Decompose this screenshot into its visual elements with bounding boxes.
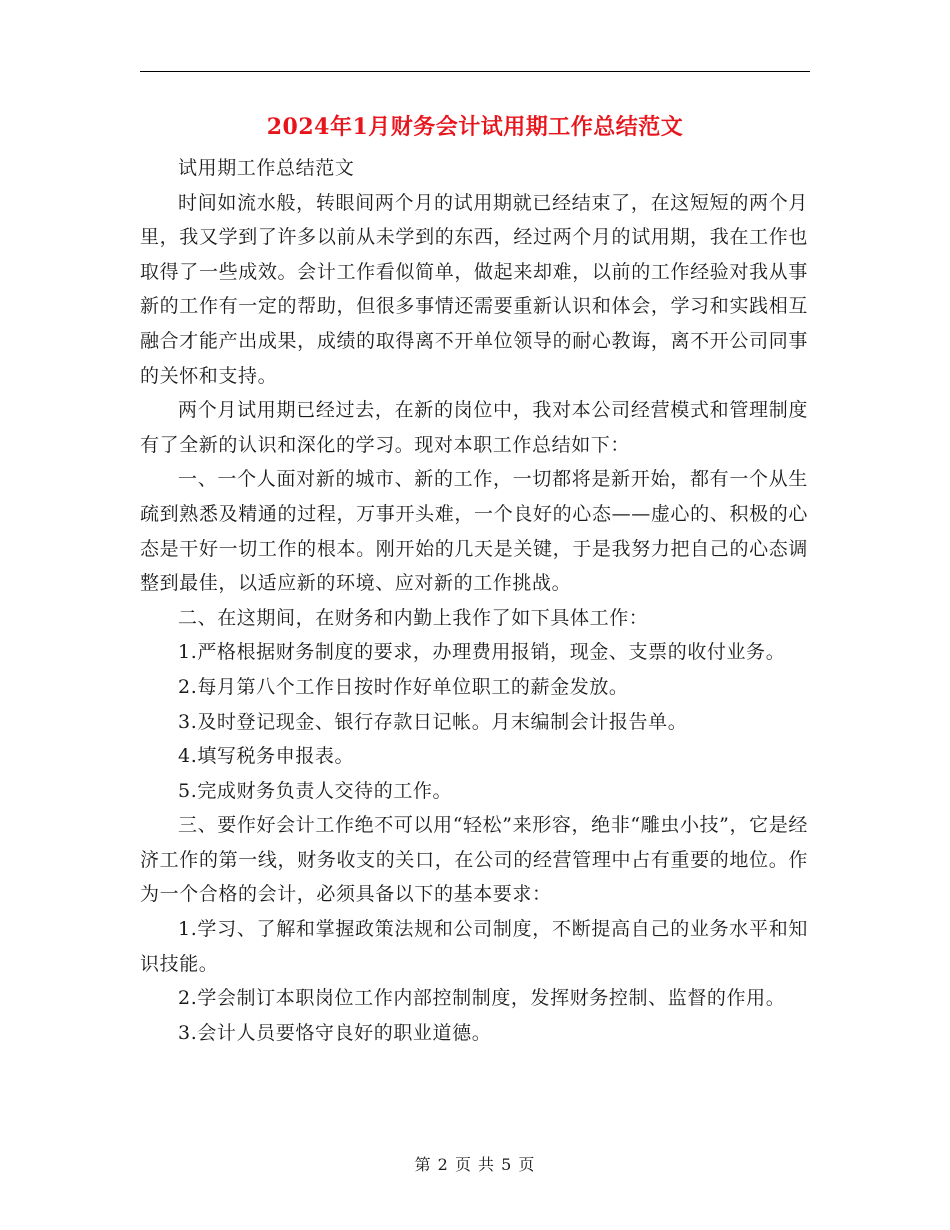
body-paragraph: 2.学会制订本职岗位工作内部控制制度，发挥财务控制、监督的作用。	[178, 987, 786, 1010]
body-paragraph: 3.及时登记现金、银行存款日记帐。月末编制会计报告单。	[178, 710, 688, 733]
body-paragraph: 一、一个人面对新的城市、新的工作，一切都将是新开始，都有一个从生疏到熟悉及精通的过程，万事开头难，一个良好的心态——虚心的、积极的心态是干好一切工作的根本。刚开始的几天是关键，于是我努力把自己的心态调整到最佳，以适应新的环境、应对新的工作挑战。	[140, 468, 808, 595]
body-paragraph: 2.每月第八个工作日按时作好单位职工的薪金发放。	[178, 675, 629, 698]
body-paragraph: 3.会计人员要恪守良好的职业道德。	[178, 1021, 492, 1044]
body-paragraph: 1.严格根据财务制度的要求，办理费用报销，现金、支票的收付业务。	[178, 641, 786, 664]
document-body	[140, 151, 808, 1050]
body-paragraph: 两个月试用期已经过去，在新的岗位中，我对本公司经营模式和管理制度有了全新的认识和深化的学习。现对本职工作总结如下：	[140, 399, 808, 456]
page-number-footer: 第 2 页 共 5 页	[414, 1155, 536, 1174]
body-paragraph: 试用期工作总结范文	[178, 157, 355, 179]
header-rule	[140, 71, 810, 72]
document-title: 2024年1月财务会计试用期工作总结范文	[266, 114, 684, 140]
body-paragraph: 5.完成财务负责人交待的工作。	[178, 779, 453, 802]
body-paragraph: 1.学习、了解和掌握政策法规和公司制度，不断提高自己的业务水平和知识技能。	[140, 918, 808, 975]
body-paragraph: 二、在这期间，在财务和内勤上我作了如下具体工作：	[178, 606, 649, 629]
body-paragraph: 4.填写税务申报表。	[178, 745, 355, 768]
body-paragraph: 时间如流水般，转眼间两个月的试用期就已经结束了，在这短短的两个月里，我又学到了许多以前从未学到的东西，经过两个月的试用期，我在工作也取得了一些成效。会计工作看似简单，做起来却难，以前的工作经验对我从事新的工作有一定的帮助，但很多事情还需要重新认识和体会，学习和实践相互融合才能产出成果，成绩的取得离不开单位领导的耐心教诲，离不开公司同事的关怀和支持。	[140, 191, 808, 387]
body-paragraph: 三、要作好会计工作绝不可以用“轻松”来形容，绝非“雕虫小技”，它是经济工作的第一线，财务收支的关口，在公司的经营管理中占有重要的地位。作为一个合格的会计，必须具备以下的基本要求：	[140, 814, 808, 906]
